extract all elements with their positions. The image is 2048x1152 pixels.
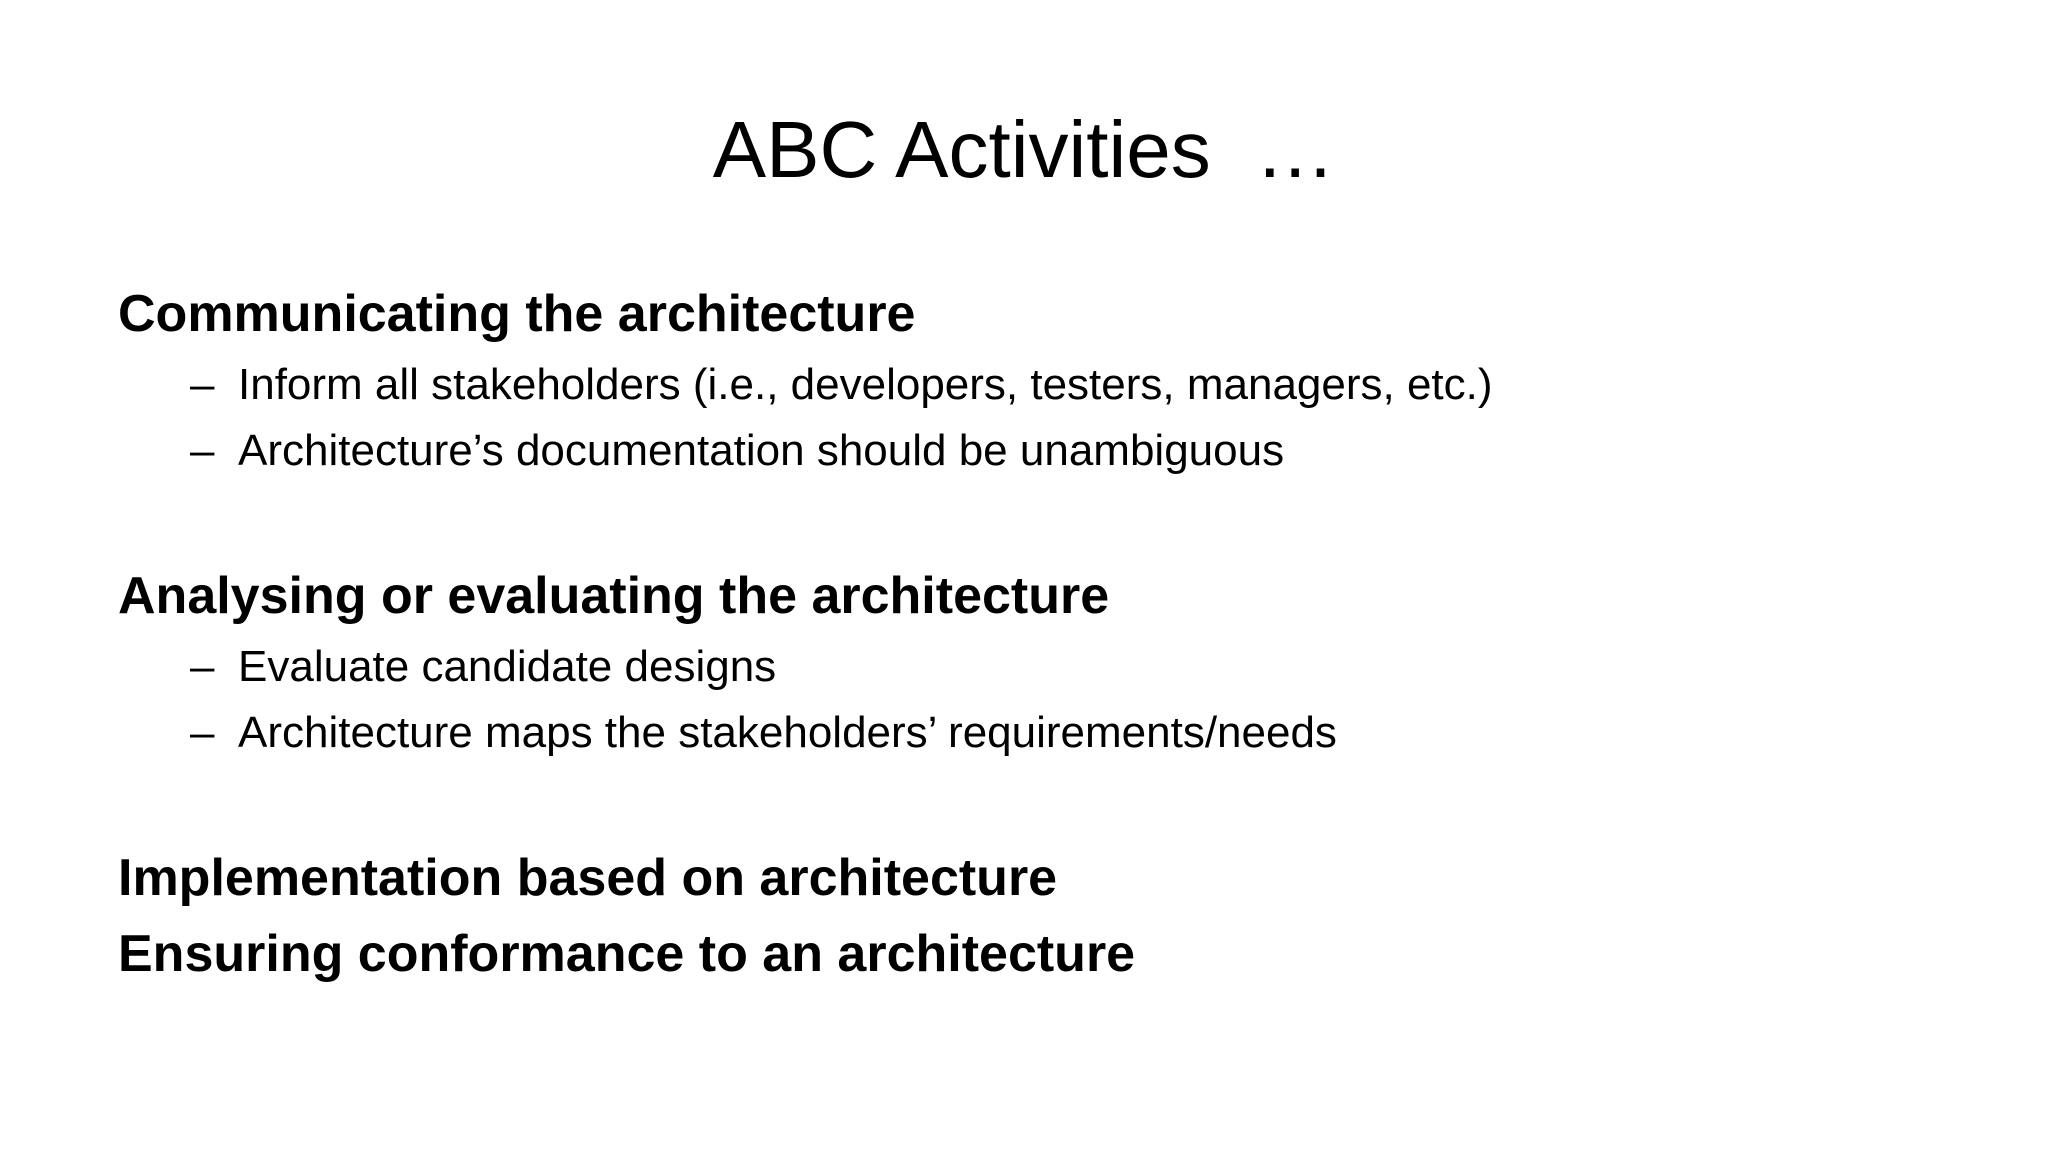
section-communicating	[118, 276, 1978, 484]
section-conformance	[118, 916, 1978, 992]
bullet-text: Evaluate candidate designs	[238, 642, 777, 691]
bullet-dash: –	[190, 708, 215, 757]
bullet-text: Architecture maps the stakeholders’ requirements/needs	[238, 708, 1337, 757]
bullet-dash: –	[190, 642, 215, 691]
section-heading: Implementation based on architecture	[118, 849, 1058, 907]
slide-title: ABC Activities …	[712, 105, 1336, 194]
bullet-dash: –	[190, 426, 215, 475]
section-analysing	[118, 558, 1978, 766]
slide-content	[118, 276, 1978, 992]
bullet-text: Architecture’s documentation should be unambiguous	[238, 426, 1285, 475]
bullet-item	[118, 418, 1978, 484]
section-heading: Ensuring conformance to an architecture	[118, 925, 1136, 983]
bullet-item	[118, 634, 1978, 700]
bullet-text: Inform all stakeholders (i.e., developers, testers, managers, etc.)	[238, 360, 1493, 409]
bullet-item	[118, 352, 1978, 418]
bullet-dash: –	[190, 360, 215, 409]
section-heading: Communicating the architecture	[118, 285, 916, 343]
bullet-list	[118, 352, 1978, 484]
bullet-item	[118, 700, 1978, 766]
bullet-list	[118, 634, 1978, 766]
section-heading: Analysing or evaluating the architecture	[118, 567, 1110, 625]
section-implementation	[118, 840, 1978, 916]
